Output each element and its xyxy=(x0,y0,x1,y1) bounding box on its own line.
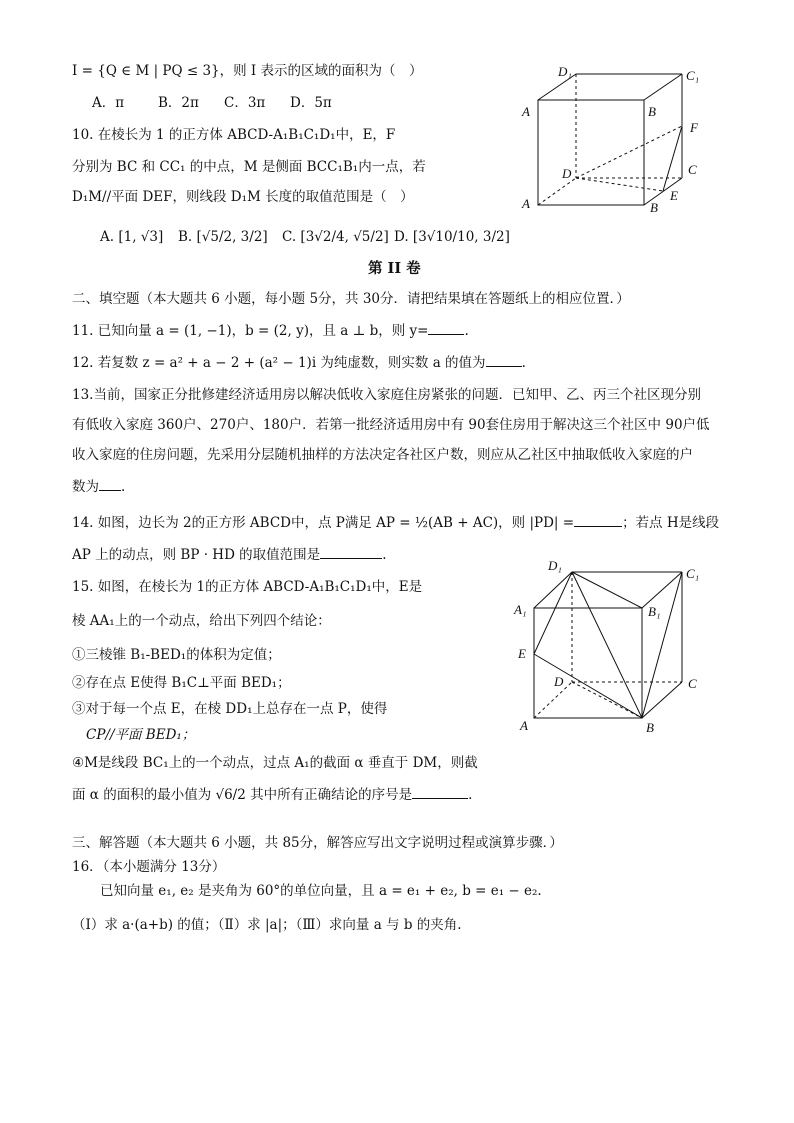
q16-line-1: 已知向量 e₁, e₂ 是夹角为 60°的单位向量，且 a = e₁ + e₂, b = e₁ − e₂. xyxy=(100,883,542,899)
q9-option-b: B．2π xyxy=(158,95,199,111)
fig1-label-f: F xyxy=(690,120,698,135)
q10-line-2: 分别为 BC 和 CC₁ 的中点，M 是侧面 BCC₁B₁内一点，若 xyxy=(72,159,426,175)
q14-answer-blank-1[interactable] xyxy=(574,512,622,527)
q15-conclusion-1: ①三棱锥 B₁-BED₁的体积为定值； xyxy=(72,647,281,663)
fig1-label-c1: C₁ xyxy=(686,68,700,83)
cube1-front-face xyxy=(538,100,644,205)
q10-option-c: C. [3√2/4, √5/2] xyxy=(282,229,389,245)
q9-condition-line: I = {Q ∈ M | PQ ≤ 3}，则 I 表示的区域的面积为（ ） xyxy=(72,63,423,79)
line-db xyxy=(572,682,642,718)
section-2-volume-title: 第 II 卷 xyxy=(368,260,421,277)
q12-text: 12. 若复数 z = a² + a − 2 + (a² − 1)i 为纯虚数，则实数 a 的值为 . xyxy=(72,352,526,372)
fig1-label-a: A xyxy=(522,196,530,211)
cube-figure-q15 xyxy=(510,556,720,742)
q14-body-a: 14. 如图，边长为 2的正方形 ABCD中，点 P满足 AP = ½(AB + AC)，则 |PD| = xyxy=(72,515,575,531)
q11-body: 11. 已知向量 a = (1, −1)，b = (2, y)，且 a ⊥ b，则 y= xyxy=(72,323,429,339)
q15-conclusion-3b: CP//平面 BED₁； xyxy=(86,727,196,743)
q14-body-2: AP 上的动点，则 BP · HD 的取值范围是 xyxy=(72,547,321,563)
q10-line-3: D₁M//平面 DEF，则线段 D₁M 长度的取值范围是（ ） xyxy=(72,189,414,205)
q15-conclusion-4b: 面 α 的面积的最小值为 √6/2 其中所有正确结论的序号是 . xyxy=(72,784,472,804)
line-d1e xyxy=(534,572,572,654)
fig2-label-a: A xyxy=(520,718,528,733)
fig2-label-d: D xyxy=(554,674,564,689)
q16-title: 16．（本小题满分 13分） xyxy=(72,859,226,875)
q15-conclusion-2: ②存在点 E使得 B₁C⊥平面 BED₁； xyxy=(72,675,291,691)
q10-line-1: 10. 在棱长为 1 的正方体 ABCD-A₁B₁C₁D₁中，E，F xyxy=(72,127,396,143)
fig1-label-e: E xyxy=(670,188,678,203)
fig1-label-b1: B xyxy=(648,104,656,119)
q15-line-2: 棱 AA₁上的一个动点，给出下列四个结论： xyxy=(72,613,331,629)
fig1-label-a1: A xyxy=(522,104,530,119)
line-ef xyxy=(663,126,682,191)
q15-line-1: 15. 如图，在棱长为 1的正方体 ABCD-A₁B₁C₁D₁中，E是 xyxy=(72,579,423,595)
q13-line-1: 13.当前，国家正分批修建经济适用房以解决低收入家庭住房紧张的问题．已知甲、乙、丙三个社区现分别 xyxy=(72,387,701,403)
q9-option-a: A．π xyxy=(92,95,125,111)
cube2-front-face xyxy=(534,608,642,718)
q13-line-2: 有低收入家庭 360户、270户、180户．若第一批经济适用房中有 90套住房用于解决这三个社区中 90户低 xyxy=(72,417,710,433)
fig2-label-b: B xyxy=(646,720,654,735)
q14-line-1 xyxy=(72,512,719,532)
line-de xyxy=(576,178,663,191)
q14-line-2: AP 上的动点，则 BP · HD 的取值范围是 . xyxy=(72,544,386,564)
q15-conclusion-3a: ③对于每一个点 E，在棱 DD₁上总存在一点 P，使得 xyxy=(72,701,388,717)
q13-line-4: 数为 . xyxy=(72,476,125,496)
fig2-label-c1: C₁ xyxy=(686,566,700,581)
line-eb xyxy=(534,654,642,718)
q14-answer-blank-2[interactable] xyxy=(320,544,382,559)
section-3-header: 三、解答题（本大题共 6 小题，共 85分，解答应写出文字说明过程或演算步骤．） xyxy=(72,835,563,851)
fig2-label-c: C xyxy=(688,676,697,691)
q13-answer-blank[interactable] xyxy=(99,476,121,491)
fig2-label-d1: D₁ xyxy=(548,558,562,573)
section-2-header: 二、填空题（本大题共 6 小题，每小题 5分，共 30分．请把结果填在答题纸上的相应位置．） xyxy=(72,291,630,307)
fig1-label-b: B xyxy=(650,200,658,215)
fig1-label-d1: D₁ xyxy=(558,64,572,79)
line-df xyxy=(576,126,682,178)
fig2-label-b1: B₁ xyxy=(648,604,661,619)
q15-conclusion-4a: ④M是线段 BC₁上的一个动点，过点 A₁的截面 α 垂直于 DM，则截 xyxy=(72,755,478,771)
q9-option-d: D．5π xyxy=(290,95,332,111)
q16-line-2: （Ⅰ）求 a·(a+b) 的值；（Ⅱ）求 |a|；（Ⅲ）求向量 a 与 b 的夹角. xyxy=(72,917,462,933)
q10-option-b: B. [√5/2, 3/2] xyxy=(178,229,268,245)
fig2-label-e: E xyxy=(518,646,526,661)
q10-option-a: A. [1, √3] xyxy=(100,229,164,245)
q13-line-3: 收入家庭的住房问题，先采用分层随机抽样的方法决定各社区户数，则应从乙社区中抽取低收入家庭的户 xyxy=(72,447,693,463)
q10-option-d: D. [3√10/10, 3/2] xyxy=(394,229,510,245)
fig1-label-d: D xyxy=(562,166,572,181)
q15-answer-blank[interactable] xyxy=(412,784,468,799)
q15-body-end: 面 α 的面积的最小值为 √6/2 其中所有正确结论的序号是 xyxy=(72,787,413,803)
cube-figure-q10 xyxy=(510,60,720,220)
q9-option-c: C．3π xyxy=(224,95,266,111)
q14-body-b: ；若点 H是线段 xyxy=(622,515,720,531)
line-d1b1 xyxy=(572,572,642,608)
q13-body-end: 数为 xyxy=(72,479,99,495)
line-d1b xyxy=(572,572,642,718)
fig2-label-a1: A₁ xyxy=(514,602,527,617)
q11-answer-blank[interactable] xyxy=(428,320,464,335)
fig1-label-c: C xyxy=(688,162,697,177)
q12-body: 12. 若复数 z = a² + a − 2 + (a² − 1)i 为纯虚数，则实数 a 的值为 xyxy=(72,355,486,371)
line-c1b xyxy=(642,572,682,718)
q11-text: 11. 已知向量 a = (1, −1)，b = (2, y)，且 a ⊥ b，则 y= . xyxy=(72,320,469,340)
q12-answer-blank[interactable] xyxy=(486,352,522,367)
